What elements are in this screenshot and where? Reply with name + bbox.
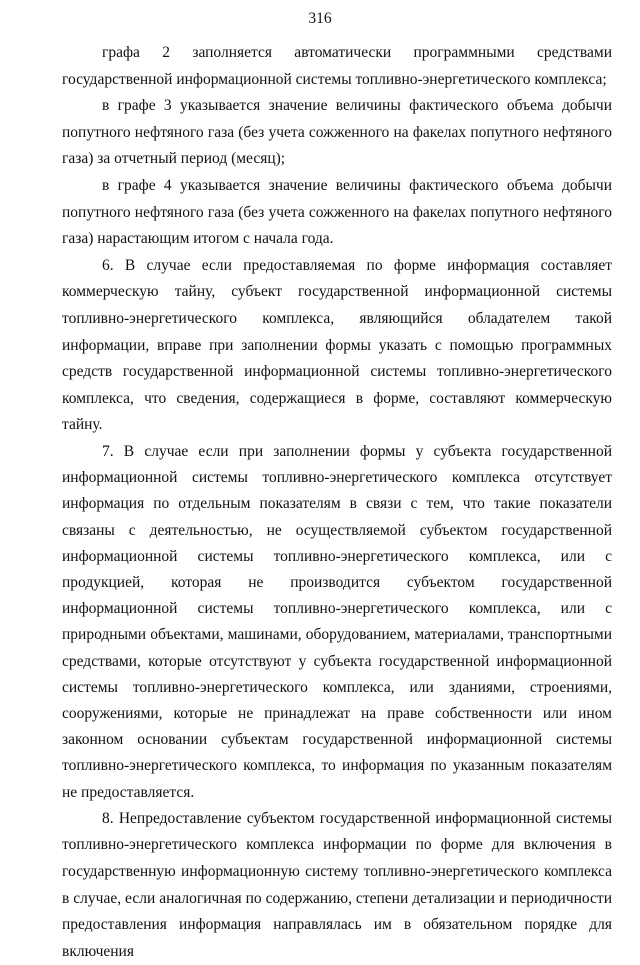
paragraph-column-2: графа 2 заполняется автоматически программными средствами государственной информационной системы топливно-энергетического комплекса; — [62, 44, 612, 88]
paragraph-column-3: в графе 3 указывается значение величины фактического объема добычи попутного нефтяного газа (без учета сожженного на факелах попутного нефтяного газа) за отчетный период (месяц); — [62, 97, 612, 168]
paragraph-item-6: 6. В случае если предоставляемая по форме информация составляет коммерческую тайну, субъект государственной информационной системы топливно-энергетического комплекса, являющийся обладателем такой информации, вправе при заполнении формы указать с помощью программных средств государственной информационной системы топливно-энергетического комплекса, что сведения, содержащиеся в форме, составляют коммерческую тайну. — [62, 256, 612, 434]
paragraph-column-4: в графе 4 указывается значение величины фактического объема добычи попутного нефтяного газа (без учета сожженного на факелах попутного нефтяного газа) нарастающим итогом с начала года. — [62, 176, 612, 248]
paragraph-item-8: 8. Непредоставление субъектом государственной информационной системы топливно-энергетического комплекса информации по форме для включения в государственную информационную систему топливно-энергетического комплекса в случае, если аналогичная по содержанию, степени детализации и периодичности предоставления информация направлялась им в обязательном порядке для включения — [62, 809, 612, 960]
document-body — [62, 40, 612, 965]
paragraph-item-7: 7. В случае если при заполнении формы у субъекта государственной информационной системы топливно-энергетического комплекса отсутствует информация по отдельным показателям в связи с тем, что такие показатели связаны с деятельностью, не осуществляемой субъектом государственной информационной системы топливно-энергетического комплекса, или с продукцией, которая не производится субъектом государственной информационной системы топливно-энергетического комплекса, или с природными объектами, машинами, оборудованием, материалами, транспортными средствами, которые отсутствуют у субъекта государственной информационной системы топливно-энергетического комплекса, или зданиями, строениями, сооружениями, которые не принадлежат на праве собственности или ином законном основании субъектам государственной информационной системы топливно-энергетического комплекса, то информация по указанным показателям не предоставляется. — [62, 442, 612, 801]
page-number: 316 — [308, 10, 332, 27]
